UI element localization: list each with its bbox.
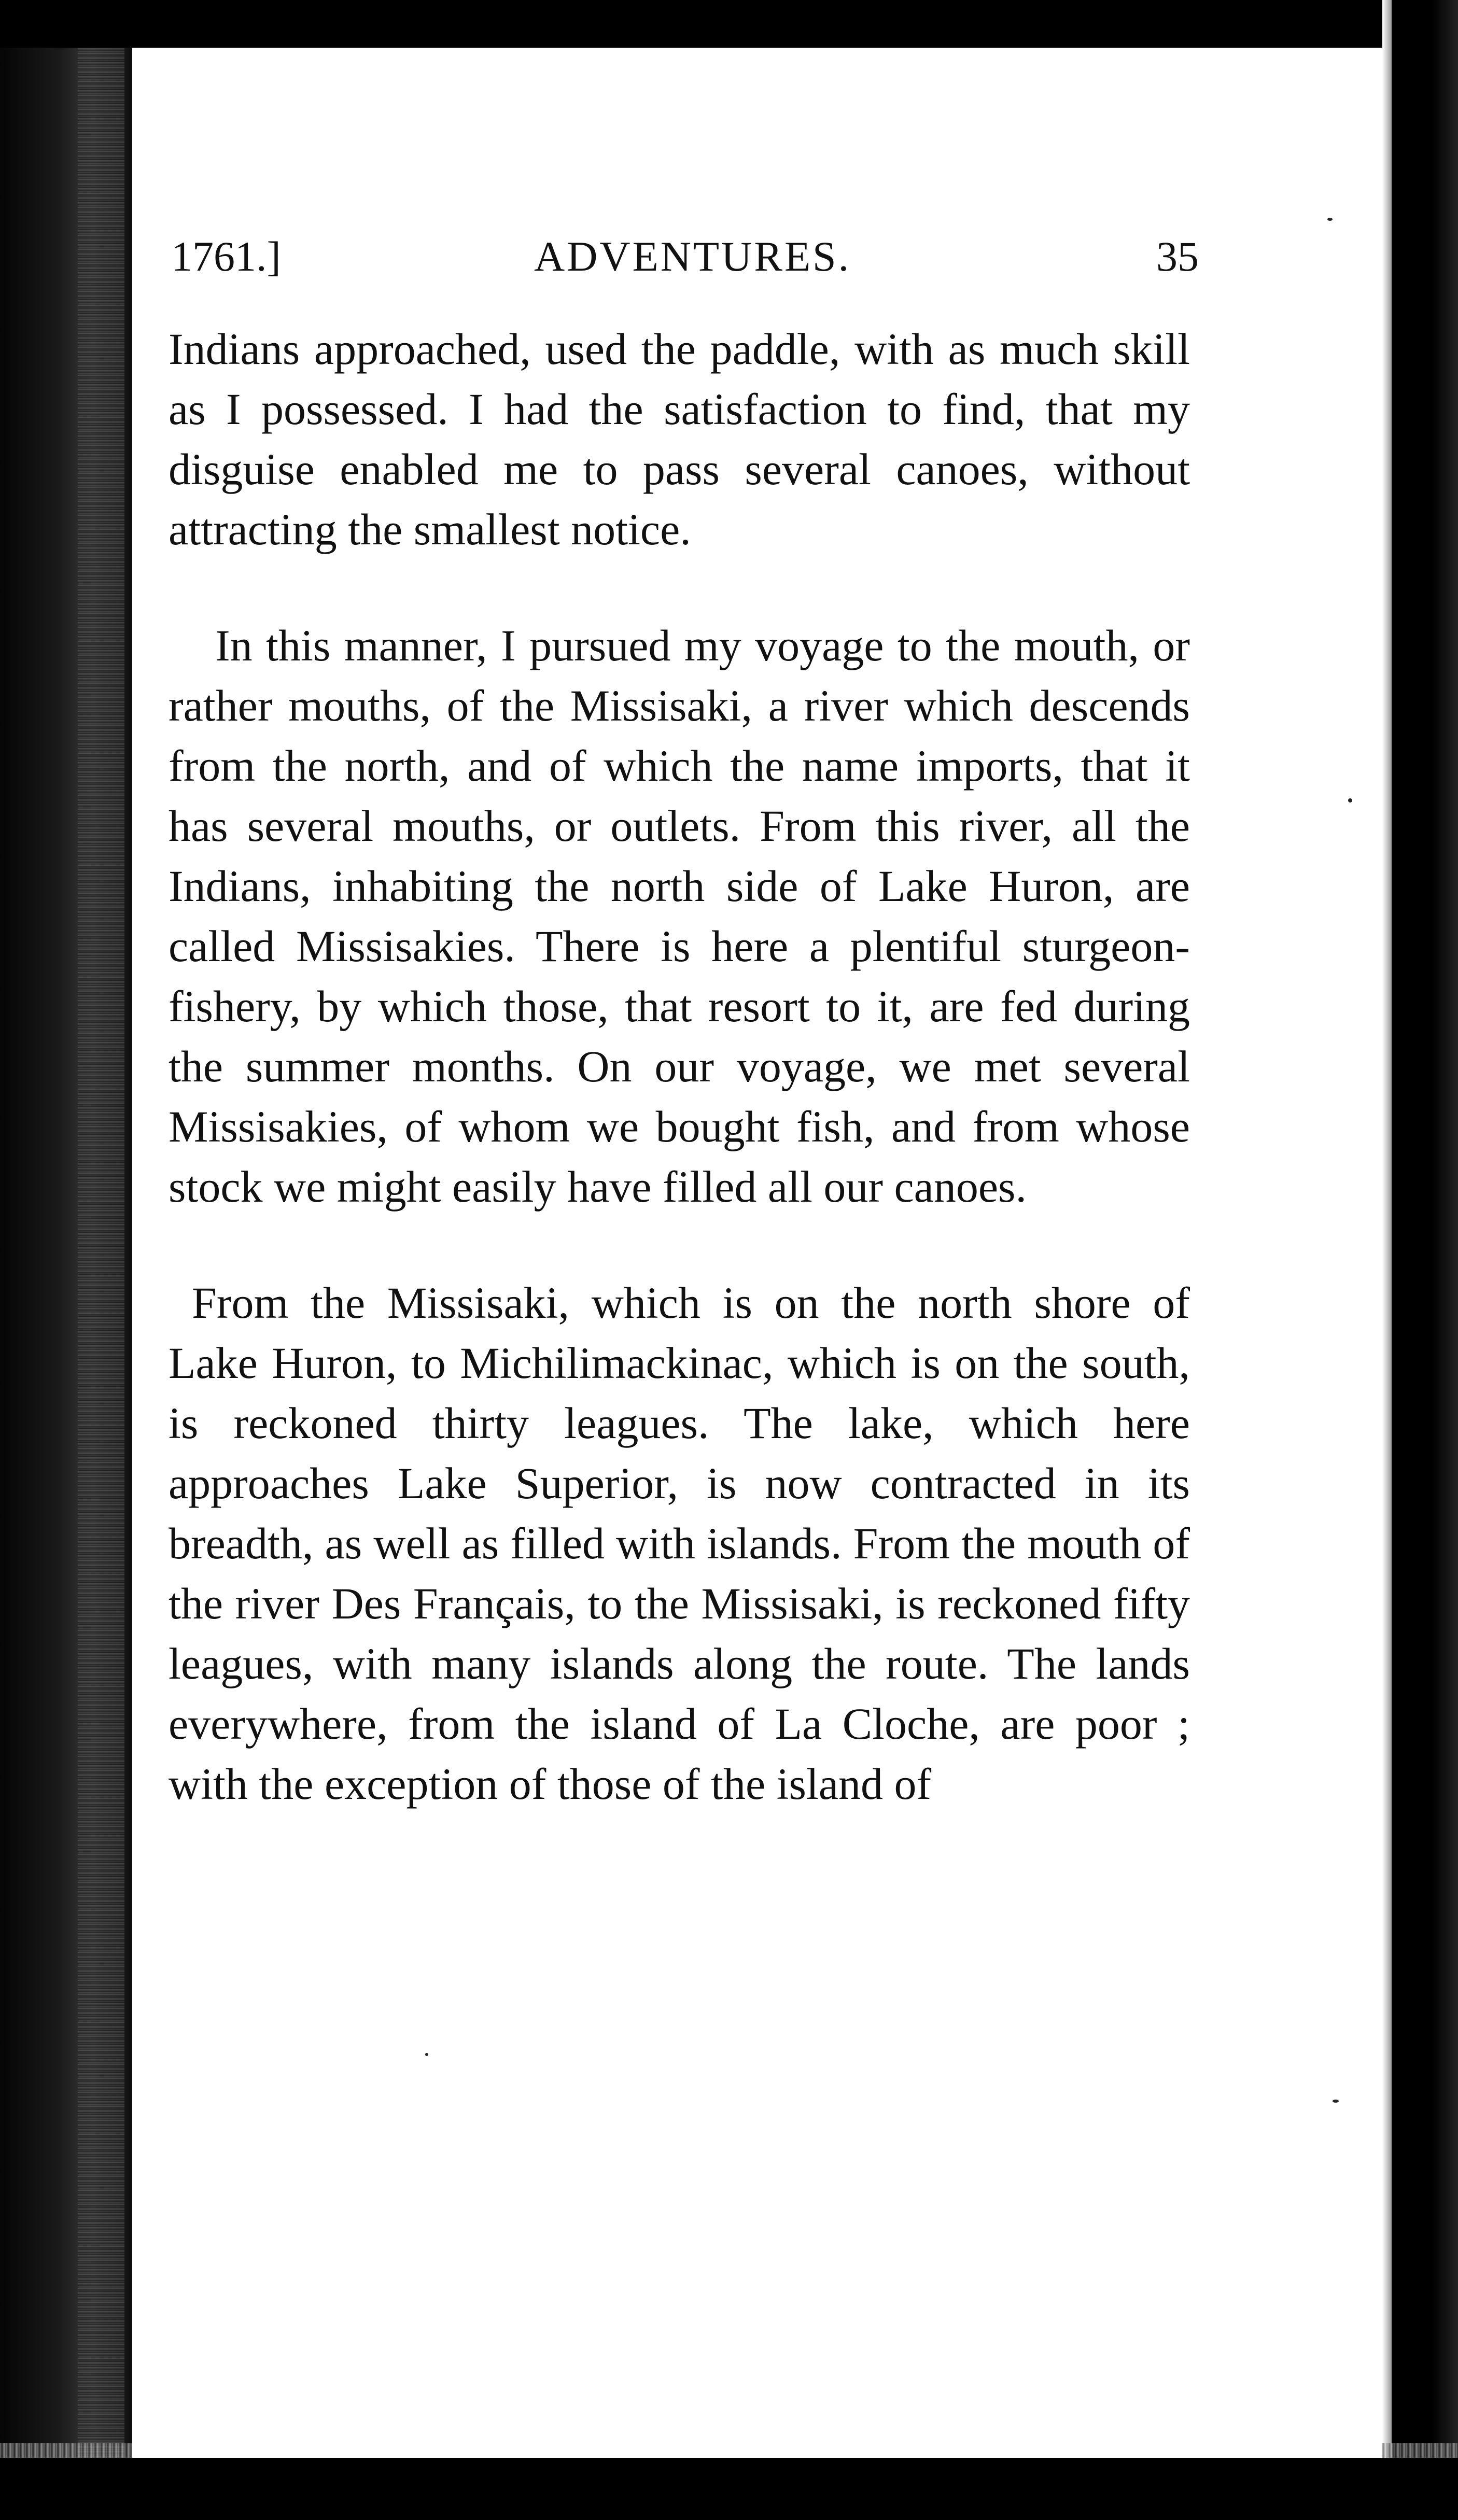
paragraph-3: From the Missisaki, which is on the north shore of Lake Huron, to Michilimackinac, which is on the south, is reckoned thirty leagues. The lake, which here approaches Lake Superior, is now contracted in its breadth, as well as filled with islands. From the mouth of the river Des Français, to the Missisaki, is reckoned fifty leagues, with many islands along the route. The lands everywhere, from the island of La Cloche, are poor ; with the exception of those of the island of <box>169 1278 1190 1809</box>
scan-bottom-border <box>0 2458 1458 2520</box>
page-number: 35 <box>1156 233 1199 280</box>
scan-top-border <box>0 0 1458 48</box>
scan-speck <box>1348 798 1352 803</box>
scan-speck <box>425 2053 428 2056</box>
running-head-title: ADVENTURES. <box>534 233 851 280</box>
running-head-year: 1761.] <box>171 233 281 280</box>
scan-left-gutter <box>0 0 132 2520</box>
paragraph-2: In this manner, I pursued my voyage to the mouth, or rather mouths, of the Missisaki, a river which descends from the north, and of which the name imports, that it has several mouths, or outlets. From this river, all the Indians, inhabiting the north side of Lake Huron, are called Missisakies. There is here a plentiful sturgeon-fishery, by which those, that resort to it, are fed during the summer months. On our voyage, we met several Missisakies, of whom we bought fish, and from whose stock we might easily have filled all our canoes. <box>169 621 1190 1212</box>
scan-speck <box>1327 218 1333 221</box>
scan-speck <box>1333 2100 1339 2103</box>
paragraph-1: Indians approached, used the paddle, with as much skill as I possessed. I had the satisfaction to find, that my disguise enabled me to pass several canoes, without attracting the smallest notice. <box>169 324 1190 554</box>
scan-right-edge <box>1392 0 1458 2520</box>
running-head <box>171 228 1199 285</box>
body-text <box>169 319 1190 1814</box>
